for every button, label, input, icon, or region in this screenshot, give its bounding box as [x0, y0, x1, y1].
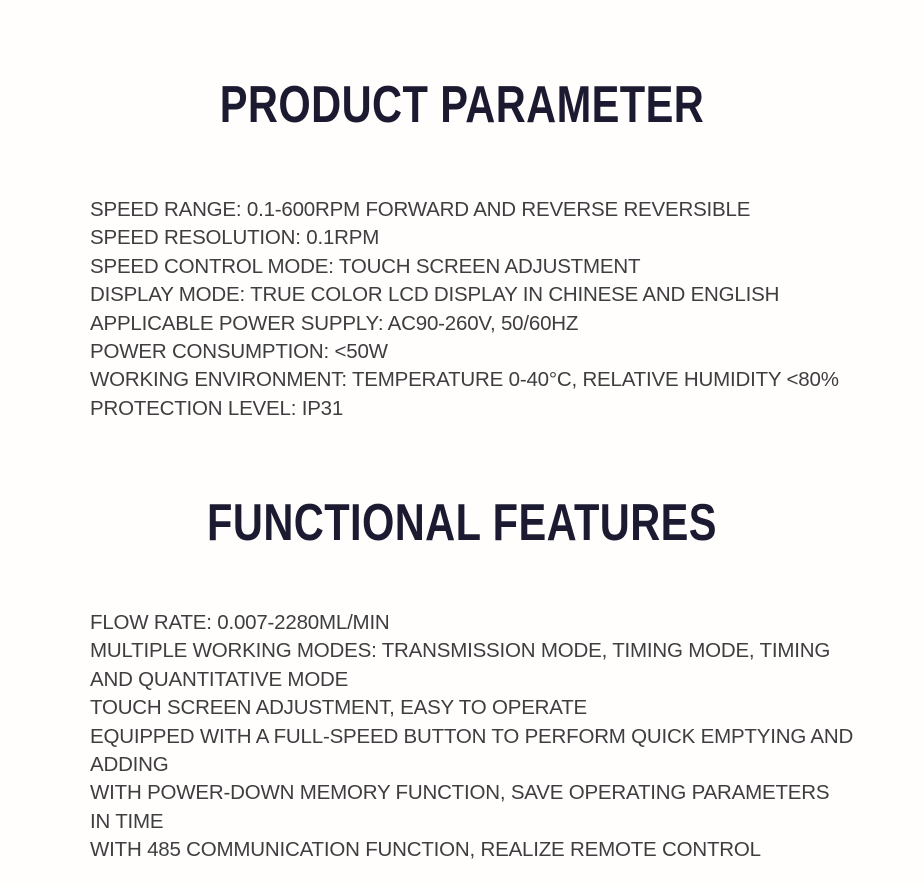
- spec-line: POWER CONSUMPTION: <50W: [90, 340, 388, 364]
- spec-line: ADDING: [90, 753, 169, 777]
- spec-line: WITH 485 COMMUNICATION FUNCTION, REALIZE REMOTE CONTROL: [90, 838, 761, 862]
- spec-line: SPEED RESOLUTION: 0.1RPM: [90, 226, 380, 250]
- spec-list-product-parameter: [90, 196, 884, 423]
- spec-line: AND QUANTITATIVE MODE: [90, 667, 349, 691]
- spec-line: TOUCH SCREEN ADJUSTMENT, EASY TO OPERATE: [90, 696, 588, 720]
- section-title-functional-features: FUNCTIONAL FEATURES: [207, 494, 717, 552]
- spec-line: WITH POWER-DOWN MEMORY FUNCTION, SAVE OPERATING PARAMETERS: [90, 781, 830, 805]
- spec-line: IN TIME: [90, 809, 164, 833]
- spec-line: WORKING ENVIRONMENT: TEMPERATURE 0-40°C, RELATIVE HUMIDITY <80%: [90, 368, 839, 392]
- spec-line: DISPLAY MODE: TRUE COLOR LCD DISPLAY IN CHINESE AND ENGLISH: [90, 283, 780, 307]
- spec-line: APPLICABLE POWER SUPPLY: AC90-260V, 50/60HZ: [90, 311, 579, 335]
- spec-line: EQUIPPED WITH A FULL-SPEED BUTTON TO PERFORM QUICK EMPTYING AND: [90, 724, 854, 748]
- spec-list-functional-features: [90, 609, 884, 865]
- spec-line: MULTIPLE WORKING MODES: TRANSMISSION MODE, TIMING MODE, TIMING: [90, 639, 831, 663]
- spec-line: SPEED RANGE: 0.1-600RPM FORWARD AND REVERSE REVERSIBLE: [90, 198, 751, 221]
- spec-line: SPEED CONTROL MODE: TOUCH SCREEN ADJUSTMENT: [90, 254, 641, 278]
- section-title-product-parameter: PRODUCT PARAMETER: [219, 76, 705, 134]
- spec-line: PROTECTION LEVEL: IP31: [90, 396, 344, 420]
- spec-line: FLOW RATE: 0.007-2280ML/MIN: [90, 611, 390, 634]
